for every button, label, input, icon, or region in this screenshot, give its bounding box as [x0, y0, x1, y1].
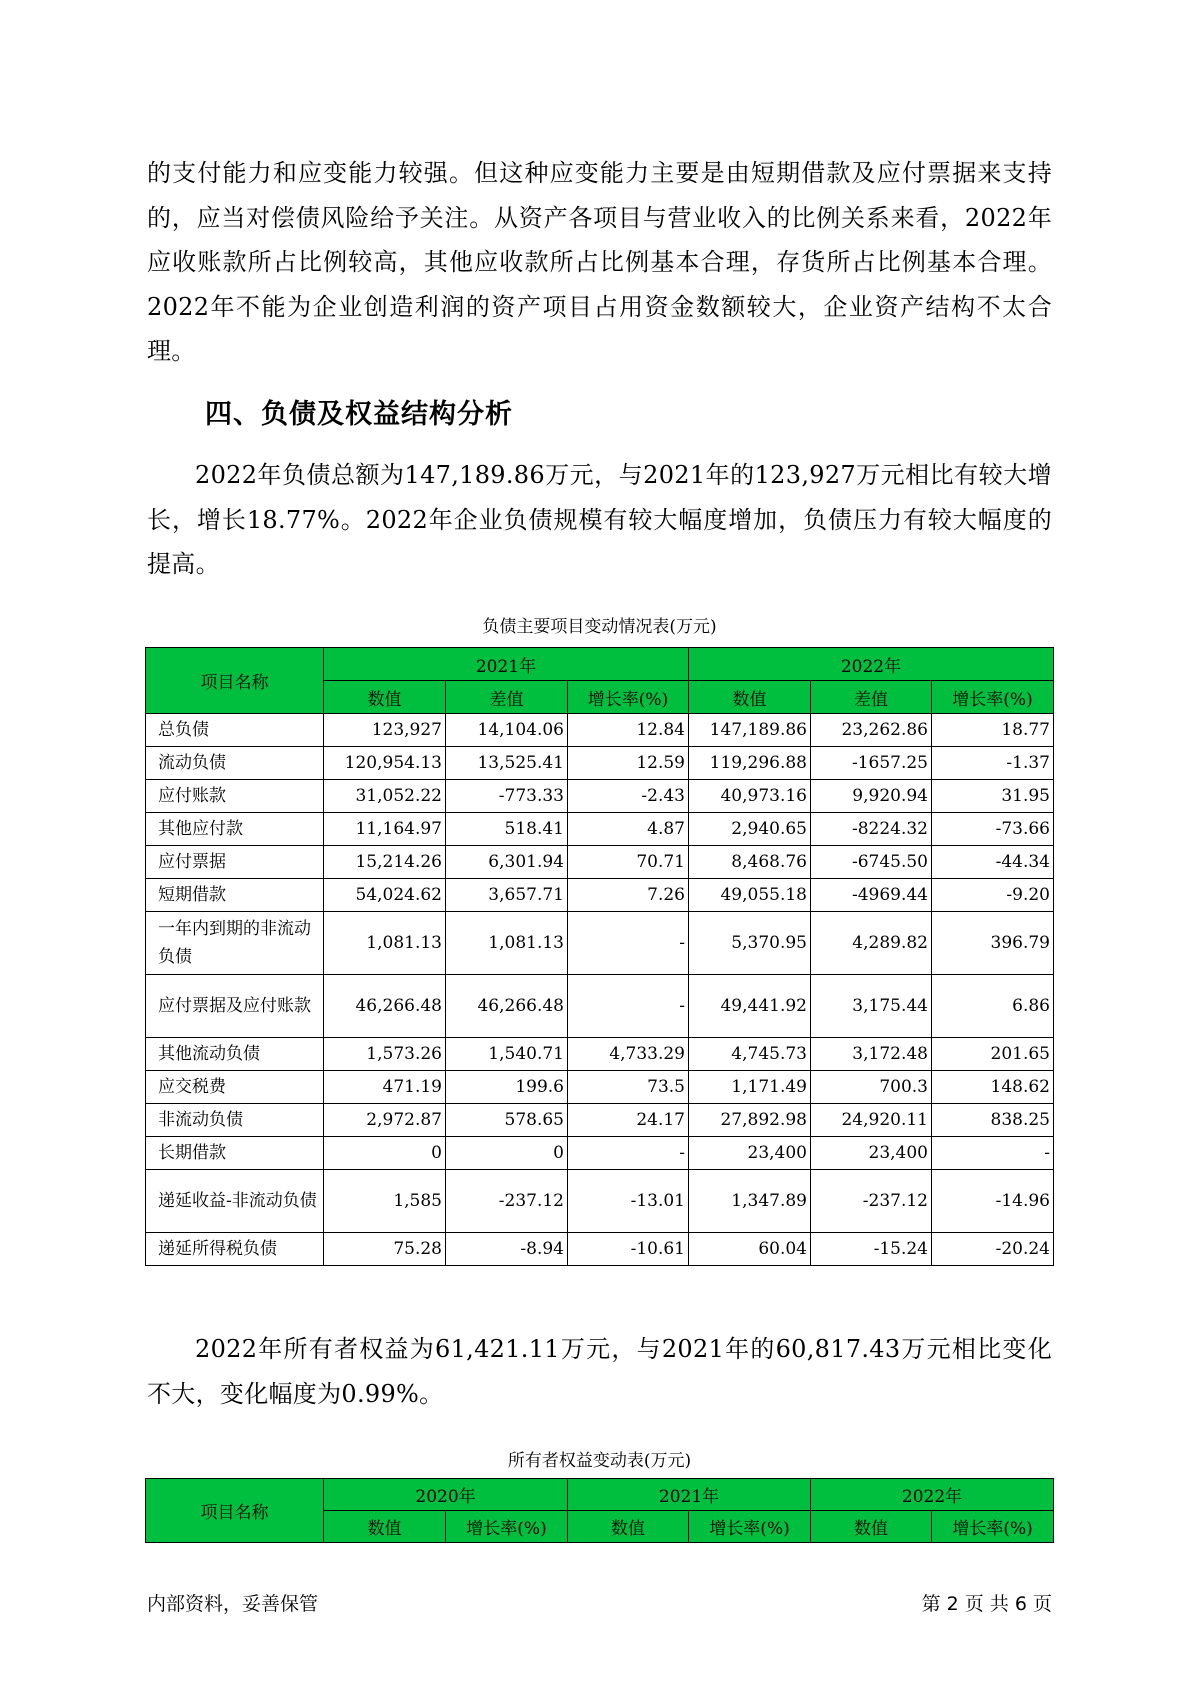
table-cell: 46,266.48	[446, 975, 568, 1038]
row-label: 应交税费	[146, 1071, 324, 1104]
table-cell: -6745.50	[811, 846, 932, 879]
table-cell: -	[932, 1137, 1054, 1170]
table-cell: 8,468.76	[689, 846, 811, 879]
table-cell: -15.24	[811, 1233, 932, 1266]
table-cell: -4969.44	[811, 879, 932, 912]
table-cell: -237.12	[811, 1170, 932, 1233]
table-cell: 700.3	[811, 1071, 932, 1104]
column-header-growth-rate: 增长率(%)	[568, 681, 689, 714]
table-cell: 201.65	[932, 1038, 1054, 1071]
table-cell: 518.41	[446, 813, 568, 846]
table-cell: -8.94	[446, 1233, 568, 1266]
table-cell: 23,400	[811, 1137, 932, 1170]
table-cell: 7.26	[568, 879, 689, 912]
table-cell: 396.79	[932, 912, 1054, 975]
table-cell: 471.19	[324, 1071, 446, 1104]
table-cell: 14,104.06	[446, 714, 568, 747]
table-cell: 578.65	[446, 1104, 568, 1137]
table-cell: 73.5	[568, 1071, 689, 1104]
table-cell: 123,927	[324, 714, 446, 747]
table-cell: 2,972.87	[324, 1104, 446, 1137]
table-cell: 70.71	[568, 846, 689, 879]
column-header-value: 数值	[324, 681, 446, 714]
column-header-growth-rate: 增长率(%)	[689, 1511, 811, 1543]
column-header-year: 2020年	[324, 1479, 568, 1511]
column-header-difference: 差值	[446, 681, 568, 714]
table-cell: 1,081.13	[324, 912, 446, 975]
table-cell: 0	[324, 1137, 446, 1170]
row-label: 其他流动负债	[146, 1038, 324, 1071]
table-cell: 18.77	[932, 714, 1054, 747]
column-header-growth-rate: 增长率(%)	[446, 1511, 568, 1543]
table-cell: 31,052.22	[324, 780, 446, 813]
table-cell: 4.87	[568, 813, 689, 846]
table-row	[146, 1038, 1054, 1071]
table-cell: 119,296.88	[689, 747, 811, 780]
table-cell: 148.62	[932, 1071, 1054, 1104]
table-cell: 54,024.62	[324, 879, 446, 912]
table-cell: 1,081.13	[446, 912, 568, 975]
table-cell: 60.04	[689, 1233, 811, 1266]
row-label: 递延收益-非流动负债	[146, 1170, 324, 1233]
table-cell: 199.6	[446, 1071, 568, 1104]
table-cell: 4,289.82	[811, 912, 932, 975]
row-label: 一年内到期的非流动负债	[146, 912, 324, 975]
table-cell: -1.37	[932, 747, 1054, 780]
table-row	[146, 975, 1054, 1038]
table-row	[146, 1137, 1054, 1170]
row-label: 其他应付款	[146, 813, 324, 846]
table-cell: 23,400	[689, 1137, 811, 1170]
table-row	[146, 714, 1054, 747]
table-cell: 5,370.95	[689, 912, 811, 975]
table-row	[146, 780, 1054, 813]
table-cell: 12.84	[568, 714, 689, 747]
table-cell: -	[568, 975, 689, 1038]
row-label: 总负债	[146, 714, 324, 747]
row-label: 非流动负债	[146, 1104, 324, 1137]
table-cell: 40,973.16	[689, 780, 811, 813]
paragraph-equity	[147, 1327, 1052, 1416]
table-caption-liabilities: 负债主要项目变动情况表(万元)	[482, 617, 717, 637]
paragraph-text: 的支付能力和应变能力较强。但这种应变能力主要是由短期借款及应付票据来支持的，应当对偿债风险给予关注。从资产各项目与营业收入的比例关系来看，2022年应收账款所占比例较高，其他应收款所占比例基本合理，存货所占比例基本合理。2022年不能为企业创造利润的资产项目占用资金数额较大，企业资产结构不太合理。	[147, 159, 1052, 365]
table-cell: 11,164.97	[324, 813, 446, 846]
table-cell: 31.95	[932, 780, 1054, 813]
table-row	[146, 846, 1054, 879]
equity-table	[145, 1478, 1054, 1543]
table-row	[146, 1104, 1054, 1137]
column-header-value: 数值	[568, 1511, 689, 1543]
table-cell: -	[568, 1137, 689, 1170]
table-cell: -44.34	[932, 846, 1054, 879]
section-heading: 四、负债及权益结构分析	[205, 399, 513, 430]
table-cell: 12.59	[568, 747, 689, 780]
table-cell: 24.17	[568, 1104, 689, 1137]
table-cell: 0	[446, 1137, 568, 1170]
column-header-growth-rate: 增长率(%)	[932, 1511, 1054, 1543]
column-header-year: 2022年	[811, 1479, 1054, 1511]
table-cell: -10.61	[568, 1233, 689, 1266]
table-cell: -2.43	[568, 780, 689, 813]
row-label: 递延所得税负债	[146, 1233, 324, 1266]
row-label: 长期借款	[146, 1137, 324, 1170]
table-cell: -8224.32	[811, 813, 932, 846]
column-header-item-name: 项目名称	[146, 648, 324, 714]
column-header-year: 2021年	[324, 648, 689, 681]
table-row	[146, 912, 1054, 975]
column-header-growth-rate: 增长率(%)	[932, 681, 1054, 714]
table-cell: 9,920.94	[811, 780, 932, 813]
table-cell: 49,055.18	[689, 879, 811, 912]
column-header-year: 2021年	[568, 1479, 811, 1511]
table-cell: 15,214.26	[324, 846, 446, 879]
row-label: 应付票据	[146, 846, 324, 879]
table-cell: 1,347.89	[689, 1170, 811, 1233]
table-cell: 4,745.73	[689, 1038, 811, 1071]
table-cell: 75.28	[324, 1233, 446, 1266]
column-header-value: 数值	[811, 1511, 932, 1543]
liabilities-table-body	[146, 714, 1054, 1266]
column-header-value: 数值	[324, 1511, 446, 1543]
column-header-item-name: 项目名称	[146, 1479, 324, 1543]
table-row	[146, 1233, 1054, 1266]
row-label: 流动负债	[146, 747, 324, 780]
table-cell: 4,733.29	[568, 1038, 689, 1071]
table-cell: 49,441.92	[689, 975, 811, 1038]
footer-confidential-note: 内部资料，妥善保管	[147, 1593, 319, 1615]
row-label: 应付票据及应付账款	[146, 975, 324, 1038]
paragraph-text: 2022年负债总额为147,189.86万元，与2021年的123,927万元相比有较大增长，增长18.77%。2022年企业负债规模有较大幅度增加，负债压力有较大幅度的提高。	[147, 461, 1052, 578]
table-cell: -9.20	[932, 879, 1054, 912]
table-cell: 147,189.86	[689, 714, 811, 747]
table-row	[146, 747, 1054, 780]
table-cell: 2,940.65	[689, 813, 811, 846]
table-cell: -14.96	[932, 1170, 1054, 1233]
table-cell: -1657.25	[811, 747, 932, 780]
row-label: 短期借款	[146, 879, 324, 912]
table-cell: 23,262.86	[811, 714, 932, 747]
table-cell: 1,171.49	[689, 1071, 811, 1104]
table-cell: -20.24	[932, 1233, 1054, 1266]
liabilities-table	[145, 647, 1054, 1266]
table-cell: -13.01	[568, 1170, 689, 1233]
table-cell: 13,525.41	[446, 747, 568, 780]
paragraph-text: 2022年所有者权益为61,421.11万元，与2021年的60,817.43万元相比变化不大，变化幅度为0.99%。	[147, 1335, 1052, 1408]
table-cell: 3,172.48	[811, 1038, 932, 1071]
table-row	[146, 1170, 1054, 1233]
column-header-difference: 差值	[811, 681, 932, 714]
table-row	[146, 879, 1054, 912]
column-header-value: 数值	[689, 681, 811, 714]
table-row	[146, 813, 1054, 846]
table-cell: 27,892.98	[689, 1104, 811, 1137]
table-cell: 6,301.94	[446, 846, 568, 879]
row-label: 应付账款	[146, 780, 324, 813]
table-cell: 46,266.48	[324, 975, 446, 1038]
paragraph-liabilities	[147, 453, 1052, 587]
table-cell: 120,954.13	[324, 747, 446, 780]
table-cell: 1,585	[324, 1170, 446, 1233]
footer-page-number: 第 2 页 共 6 页	[921, 1593, 1052, 1615]
table-cell: -773.33	[446, 780, 568, 813]
table-cell: 6.86	[932, 975, 1054, 1038]
table-cell: 24,920.11	[811, 1104, 932, 1137]
table-cell: -237.12	[446, 1170, 568, 1233]
table-cell: 1,573.26	[324, 1038, 446, 1071]
table-cell: -	[568, 912, 689, 975]
table-row	[146, 1071, 1054, 1104]
column-header-year: 2022年	[689, 648, 1054, 681]
table-caption-equity: 所有者权益变动表(万元)	[507, 1451, 692, 1471]
table-cell: 3,175.44	[811, 975, 932, 1038]
table-cell: 3,657.71	[446, 879, 568, 912]
table-cell: -73.66	[932, 813, 1054, 846]
table-cell: 838.25	[932, 1104, 1054, 1137]
table-cell: 1,540.71	[446, 1038, 568, 1071]
paragraph-asset-structure	[147, 151, 1052, 374]
